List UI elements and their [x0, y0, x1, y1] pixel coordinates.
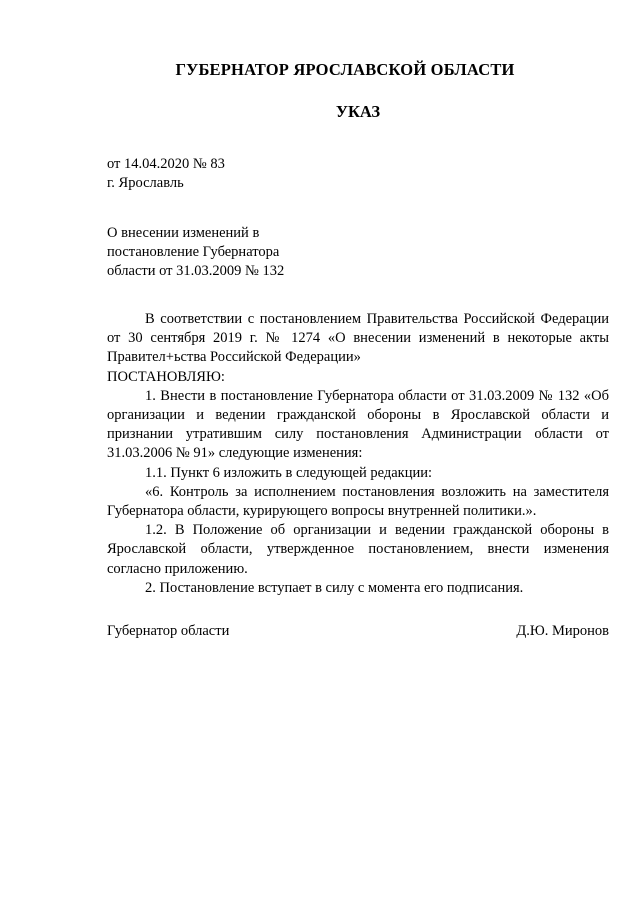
- item-1-2-paragraph: 1.2. В Положение об организации и ведении гражданской обороны в Ярославской области, утвержденное постановлением, внести изменения согласно приложению.: [107, 522, 609, 577]
- item-2-paragraph: 2. Постановление вступает в силу с момента его подписания.: [145, 579, 524, 596]
- subject-line-3: области от 31.03.2009 № 132: [107, 263, 285, 279]
- document-city: г. Ярославль: [107, 175, 184, 191]
- item-1-1-paragraph: 1.1. Пункт 6 изложить в следующей редакции:: [145, 464, 433, 481]
- signatory-position: Губернатор области: [107, 623, 230, 639]
- item-1-1-text-paragraph: «6. Контроль за исполнением постановления возложить на заместителя Губернатора области, курирующего вопросы внутренней политики.».: [107, 483, 609, 520]
- document-subject: [107, 224, 284, 281]
- issuing-authority-title: ГУБЕРНАТОР ЯРОСЛАВСКОЙ ОБЛАСТИ: [175, 60, 515, 79]
- document-type-heading: УКАЗ: [335, 102, 381, 121]
- item-1-paragraph: 1. Внести в постановление Губернатора области от 31.03.2009 № 132 «Об организации и ведении гражданской обороны в Ярославской области и признании утратившим силу постановления Администрации области от 31.03.2006 № 91» следующие изменения:: [107, 387, 609, 462]
- document-date-number: от 14.04.2020 № 83: [107, 156, 225, 172]
- preamble-paragraph: В соответствии с постановлением Правительства Российской Федерации от 30 сентября 2019 г. № 1274 «О внесении изменений в некоторые акты Правител+ьства Российской Федерации»: [107, 311, 609, 366]
- subject-line-2: постановление Губернатора: [107, 244, 280, 260]
- decree-word: ПОСТАНОВЛЯЮ:: [107, 368, 225, 385]
- document-body: [107, 310, 609, 598]
- signatory-name: Д.Ю. Миронов: [516, 623, 609, 639]
- subject-line-1: О внесении изменений в: [107, 225, 260, 241]
